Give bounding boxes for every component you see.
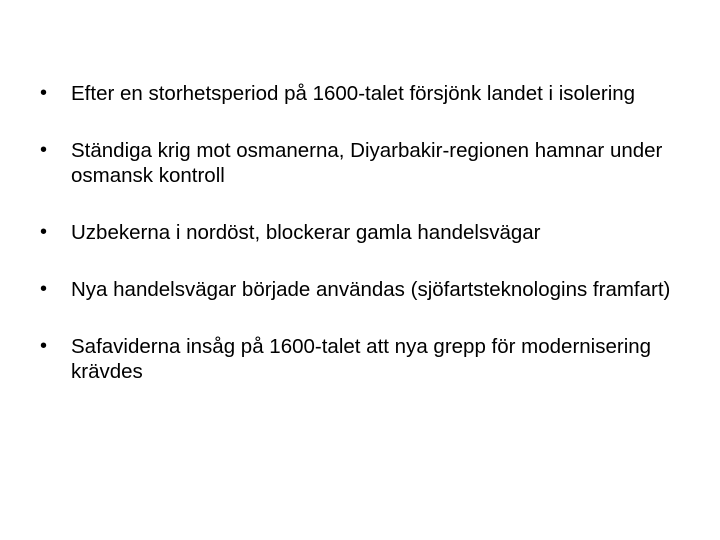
- bullet-item: [40, 81, 690, 106]
- bullet-marker: •: [40, 221, 48, 243]
- bullet-marker: •: [40, 139, 48, 161]
- bullet-item: [40, 220, 690, 245]
- bullet-item: [40, 277, 690, 302]
- bullet-text: Efter en storhetsperiod på 1600-talet försjönk landet i isolering: [71, 82, 636, 105]
- bullet-marker: •: [40, 278, 48, 300]
- bullet-marker: •: [40, 82, 48, 104]
- bullet-text: Safaviderna insåg på 1600-talet att nya grepp för modernisering krävdes: [71, 335, 652, 383]
- bullet-item: [40, 138, 690, 188]
- bullet-item: [40, 334, 690, 384]
- bullet-list: [40, 81, 690, 416]
- bullet-text: Ständiga krig mot osmanerna, Diyarbakir-regionen hamnar under osmansk kontroll: [71, 139, 663, 187]
- bullet-text: Nya handelsvägar började användas (sjöfartsteknologins framfart): [71, 278, 671, 301]
- bullet-marker: •: [40, 335, 48, 357]
- bullet-text: Uzbekerna i nordöst, blockerar gamla handelsvägar: [71, 221, 541, 244]
